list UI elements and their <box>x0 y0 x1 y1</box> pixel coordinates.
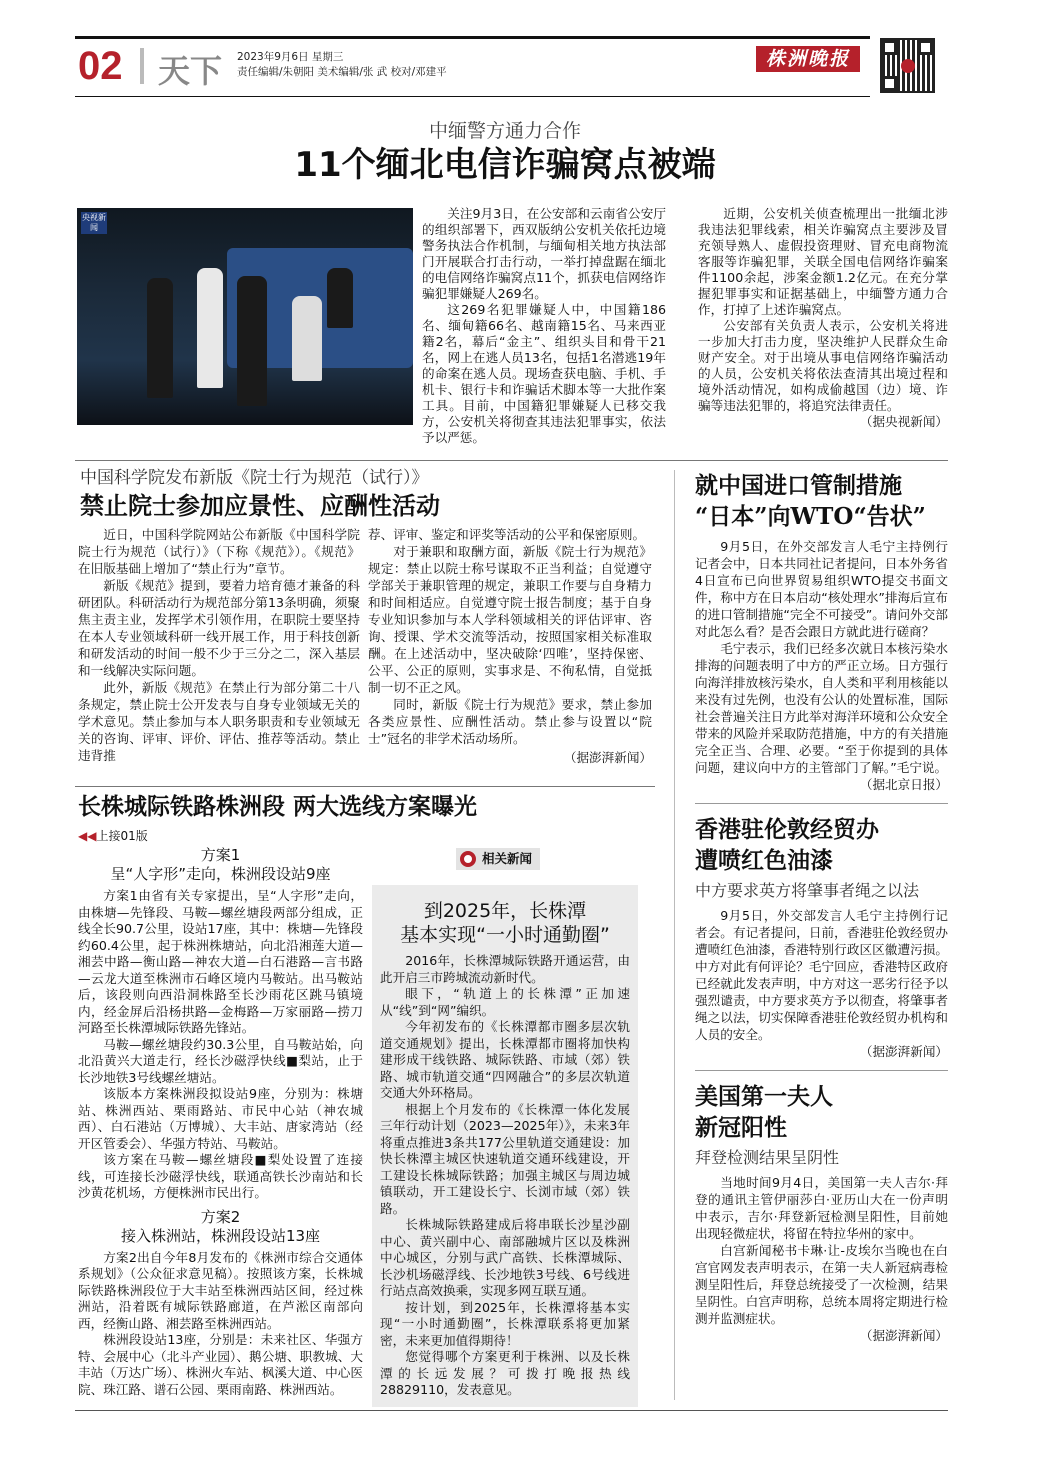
article5-title-line-1: 香港驻伦敦经贸办 <box>695 816 879 843</box>
article6 <box>695 1070 948 1344</box>
news-photo <box>77 208 413 425</box>
article6-title-line-1: 美国第一夫人 <box>695 1083 833 1110</box>
circle-icon <box>460 851 476 867</box>
figure <box>197 268 223 388</box>
article6-title <box>695 1081 948 1143</box>
plan1-body <box>78 888 363 1202</box>
box-title-line-1: 到2025年，长株潭 <box>423 900 587 922</box>
plan2-heading <box>78 1208 363 1246</box>
article1-subtitle: 中缅警方通力合作 <box>428 120 581 142</box>
article5-subtitle: 中方要求英方将肇事者绳之以法 <box>695 881 920 900</box>
article2-subtitle: 中国科学院发布新版《院士行为规范（试行）》 <box>80 468 429 488</box>
paragraph: 近日，中国科学院网站公布新版《中国科学院院士行为规范（试行）》（下称《规范》）。《规范》在旧版基础上增加了“禁止行为”章节。 <box>78 527 360 576</box>
paragraph: 方案1由省有关专家提出，呈“人字形”走向，由株塘—先锋段、马鞍—螺丝塘段两部分组成，正线全长90.7公里，设站17座，其中：株塘—先锋段约60.4公里，起于株洲株塘站，向北沿湘莲大道—湘芸中路—衡山路—神农大道—白石港路—言书路—云龙大道至株洲市石峰区境内马鞍站。出马鞍站后，该段则向西沿洞株路至长沙雨花区跳马镇境内，经金屏后沿杨拱路—金梅路—万家丽路—捞刀河路至长株潭城际铁路先锋站。 <box>78 888 363 1035</box>
plan2-label: 方案2 <box>200 1207 241 1226</box>
figure <box>292 296 322 381</box>
article4 <box>695 470 948 793</box>
paragraph: 眼下，“轨道上的长株潭”正加速从“线”到“网”编织。 <box>380 986 630 1018</box>
section-name: 天下 <box>158 52 223 90</box>
article-source: （据澎湃新闻） <box>563 750 652 765</box>
box-title <box>372 885 638 947</box>
article-source: （据澎湃新闻） <box>859 1328 948 1343</box>
article-source: （据北京日报） <box>859 777 948 792</box>
article5-title <box>695 814 948 876</box>
article4-title-line-1: 就中国进口管制措施 <box>695 472 902 499</box>
paragraph: 2016年，长株潭城际铁路开通运营，由此开启三市跨城流动新时代。 <box>380 953 630 985</box>
paragraph: 方案2出自今年8月发布的《株洲市综合交通体系规划》（公众征求意见稿）。按照该方案，长株城际铁路株洲段位于大丰站至株洲西站区间，经过株洲站，沿着既有城际铁路廊道，在芦淞区南部向西，经衡山路、湘芸路至株洲西站。 <box>78 1249 363 1331</box>
section-divider <box>75 460 948 461</box>
paragraph: 近期，公安机关侦查梳理出一批缅北涉我违法犯罪线索，相关诈骗窝点主要涉及冒充领导熟人、虚假投资理财、冒充电商物流客服等诈骗犯罪，关联全国电信网络诈骗案件1100余起，涉案金额1.2亿元。在充分掌握犯罪事实和证据基础上，中缅警方通力合作，打掉了上述诈骗窝点。 <box>698 206 948 317</box>
article3-left-column <box>78 828 363 1398</box>
article3-title: 长株城际铁路株洲段 两大选线方案曝光 <box>78 793 478 820</box>
paragraph: 关注9月3日，在公安部和云南省公安厅的组织部署下，西双版纳公安机关依托边境警务执法合作机制，与缅甸相关地方执法部门开展联合打击行动，一举打掉盘踞在缅北的电信网络诈骗窝点11个，抓获电信网络诈骗犯罪嫌疑人269名。 <box>422 206 666 301</box>
header-bottom-rule <box>75 96 870 97</box>
article6-subtitle: 拜登检测结果呈阴性 <box>695 1148 840 1167</box>
article2-column-2 <box>368 526 652 766</box>
article4-body <box>695 538 948 793</box>
paragraph: 长株城际铁路建成后将串联长沙星沙副中心、黄兴副中心、南部融城片区以及株洲中心城区，分别与武广高铁、长株潭城际、长沙机场磁浮线、长沙地铁3号线、6号线进行站点高效换乘，实现多网互联互通。 <box>380 1217 630 1298</box>
page-bottom-rule <box>75 1410 948 1411</box>
paragraph: 该方案在马鞍—螺丝塘段■梨处设置了连接线，可连接长沙磁浮快线，联通高铁长沙南站和长沙黄花机场，方便株洲市民出行。 <box>78 1152 363 1200</box>
paragraph: 这269名犯罪嫌疑人中，中国籍186名、缅甸籍66名、越南籍15名、马来西亚籍2名，幕后“金主”、组织头目和骨干21名，网上在逃人员13名，包括1名潜逃19年的命案在逃人员。现场查获电脑、手机、手机卡、银行卡和诈骗话术脚本等一大批作案工具。目前，中国籍犯罪嫌疑人已移交我方，公安机关将彻查其违法犯罪事实，依法予以严惩。 <box>422 302 666 445</box>
article2-title: 禁止院士参加应景性、应酬性活动 <box>80 492 440 520</box>
paragraph: 今年初发布的《长株潭都市圈多层次轨道交通规划》提出，长株潭都市圈将加快构建形成干线铁路、城际铁路、市域（郊）铁路、城市轨道交通“四网融合”的多层次轨道交通大外环格局。 <box>380 1019 630 1100</box>
header-top-rule <box>75 36 870 39</box>
paragraph: 当地时间9月4日，美国第一夫人吉尔·拜登的通讯主管伊丽莎白·亚历山大在一份声明中表示，吉尔·拜登新冠检测呈阳性，目前她出现轻微症状，将留在特拉华州的家中。 <box>695 1175 948 1241</box>
related-news-label: 相关新闻 <box>482 851 533 866</box>
paragraph-continued: 荐、评审、鉴定和评奖等活动的公平和保密原则。 <box>368 527 646 542</box>
paragraph: 马鞍—螺丝塘段约30.3公里，自马鞍站始，向北沿黄兴大道走行，经长沙磁浮快线■梨站，止于长沙地铁3号线螺丝塘站。 <box>78 1036 363 1085</box>
column-divider <box>674 470 675 1400</box>
figure <box>327 268 353 328</box>
article5-body <box>695 907 948 1060</box>
paragraph: 毛宁表示，我们已经多次就日本核污染水排海的问题表明了中方的严正立场。日方强行向海洋排放核污染水，自人类和平利用核能以来没有过先例，也没有公认的处置标准，国际社会普遍关注日方此举对海洋环境和公众安全带来的风险并采取防范措施，中方的有关措施完全正当、合理、必要。“至于你提到的具体问题，建议向中方的主管部门了解。”毛宁说。 <box>695 641 948 775</box>
paragraph: 根据上个月发布的《长株潭一体化发展三年行动计划（2023—2025年）》，未来3年将重点推进3条共177公里轨道交通建设：加快长株潭主城区快速轨道交通环线建设，开工建设长株城际铁路；加强主城区与周边城镇联动，开工建设长宁、长浏市域（郊）铁路。 <box>380 1101 630 1216</box>
related-news-badge <box>456 848 540 870</box>
double-arrow-left-icon: ◀◀ <box>78 829 97 843</box>
article5 <box>695 803 948 1060</box>
continued-from <box>78 828 363 844</box>
page-number: 02 <box>78 44 123 88</box>
article1-column-1 <box>422 206 666 446</box>
header-divider <box>140 48 144 84</box>
plan1-label: 方案1 <box>200 846 241 864</box>
figure <box>147 278 173 398</box>
paragraph: 该版本方案株洲段拟设站9座，分别为：株塘站、株洲西站、栗雨路站、市民中心站（神农城西）、白石港站（万博城）、大丰站、唐家湾站（经开区管委会）、华强方特站、马鞍站。 <box>78 1086 363 1151</box>
paragraph: 对于兼职和取酬方面，新版《院士行为规范》规定：禁止以院士称号谋取不正当利益；自觉遵守学部关于兼职管理的规定，兼职工作要与自身精力和时间相适应。自觉遵守院士报告制度；基于自身专业知识参加与本人学科领域相关的评估评审、咨询、授课、学术交流等活动，按照国家相关标准取酬。在上述活动中，坚决破除‘四唯’，坚持保密、公平、公正的原则，实事求是、不徇私情，自觉抵制一切不正之风。 <box>368 544 652 695</box>
plan2-body <box>78 1250 363 1399</box>
paragraph: 白宫新闻秘书卡琳·让-皮埃尔当晚也在白宫官网发表声明表示，在第一夫人新冠病毒检测呈阳性后，拜登总统接受了一次检测，结果呈阴性。白宫声明称，总统本周将定期进行检测并监测症状。 <box>695 1243 948 1326</box>
paragraph: 同时，新版《院士行为规范》要求，禁止参加各类应景性、应酬性活动。禁止参与设置以“院士”冠名的非学术活动场所。 <box>368 697 652 746</box>
article-source: （据澎湃新闻） <box>859 1044 948 1059</box>
editors-line: 责任编辑/朱朝阳 美术编辑/张 武 校对/邓建平 <box>237 66 447 78</box>
paragraph: 您觉得哪个方案更利于株洲、以及长株潭的长远发展？可拨打晚报热线28829110，发表意见。 <box>380 1349 630 1397</box>
article1-column-2 <box>698 206 948 430</box>
article2-column-1 <box>78 526 360 764</box>
article6-title-line-2: 新冠阳性 <box>695 1114 787 1141</box>
paragraph: 9月5日，外交部发言人毛宁主持例行记者会。有记者提问，日前，香港驻伦敦经贸办遭喷红色油漆，香港特别行政区区徽遭污损。中方对此有何评论？毛宁回应，香港特区政府已经就此发表声明，中方对这一恶劣行径予以强烈谴责，中方要求英方予以彻查，将肇事者绳之以法，切实保障香港驻伦敦经贸办机构和人员的安全。 <box>695 908 948 1042</box>
qr-code-icon <box>880 38 935 93</box>
article5-title-line-2: 遭喷红色油漆 <box>695 847 833 874</box>
paragraph: 公安部有关负责人表示，公安机关将进一步加大打击力度，坚决维护人民群众生命财产安全。对于出境从事电信网络诈骗活动的人员，公安机关将依法查清其出境过程和境外活动情况，如构成偷越国（边）境、诈骗等违法犯罪的，将追究法律责任。 <box>698 318 948 413</box>
issue-date: 2023年9月6日 星期三 <box>237 51 344 63</box>
paragraph: 新版《规范》提到，要着力培育德才兼备的科研团队。科研活动行为规范部分第13条明确，须聚焦主责主业，发挥学术引领作用，在职院士要坚持在本人专业领域科研一线开展工作，用于科技创新和研发活动的时间一般不少于三分之二，深入基层和一线解决实际问题。 <box>78 578 360 678</box>
plan1-heading <box>78 846 363 884</box>
paragraph: 按计划，到2025年，长株潭将基本实现“一小时通勤圈”，长株潭联系将更加紧密，未来更加值得期待！ <box>380 1299 630 1348</box>
paragraph: 9月5日，在外交部发言人毛宁主持例行记者会中，日本共同社记者提问，日本外务省4日宣布已向世界贸易组织WTO提交书面文件，称中方在日本启动“核处理水”排海后宣布的进口管制措施“完全不可接受”。请问外交部对此怎么看？是否会跟日方就此进行磋商？ <box>695 539 948 639</box>
paragraph: 株洲段设站13座，分别是：未来社区、华强方特、会展中心（北斗产业园）、鹅公塘、职教城、大丰站（万达广场）、株洲火车站、枫溪大道、中心医院、珠江路、谱石公园、栗雨南路、株洲西站。 <box>78 1332 363 1397</box>
article6-body <box>695 1174 948 1344</box>
paragraph: 此外，新版《规范》在禁止行为部分第二十八条规定，禁止院士公开发表与自身专业领域无关的学术意见。禁止参加与本人职务职责和专业领域无关的咨询、评审、评价、评估、推荐等活动。禁止违背推 <box>78 680 360 763</box>
plan1-title: 呈“人字形”走向，株洲段设站9座 <box>110 865 331 883</box>
article-source: （据央视新闻） <box>859 414 948 429</box>
right-column <box>695 470 948 1344</box>
article4-title-line-2: “日本”向WTO“告状” <box>695 503 926 530</box>
header-meta <box>237 50 447 80</box>
continued-label: 上接01版 <box>96 829 148 843</box>
photo-source-tag: 央视新闻 <box>82 213 106 232</box>
article4-title <box>695 470 948 532</box>
plan2-title: 接入株洲站，株洲段设站13座 <box>120 1226 321 1245</box>
article1-title: 11个缅北电信诈骗窝点被端 <box>294 145 716 185</box>
related-news-box <box>372 885 638 1407</box>
box-body <box>372 947 638 1399</box>
newspaper-logo: 株洲晚报 <box>756 46 860 72</box>
section-divider <box>75 786 655 787</box>
figure <box>237 276 267 406</box>
box-title-line-2: 基本实现“一小时通勤圈” <box>400 924 610 946</box>
